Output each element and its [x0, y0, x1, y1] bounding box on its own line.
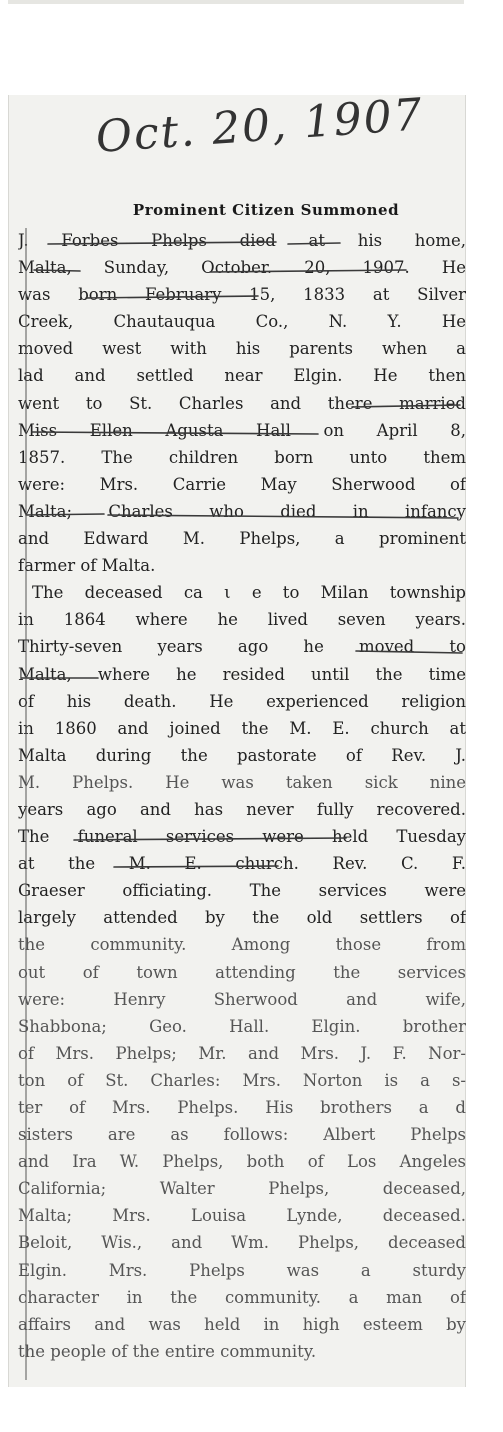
article-line: 1857. The children born unto them — [18, 447, 466, 467]
article-line: and Ira W. Phelps, both of Los Angeles — [18, 1152, 466, 1172]
article-line: farmer of Malta. — [18, 556, 156, 576]
headline: Prominent Citizen Summoned — [132, 201, 400, 219]
article-line: moved west with his parents when a — [18, 339, 466, 359]
article-line: out of town attending the services — [18, 962, 466, 982]
article-line: The deceased ca ι e to Milan township — [32, 583, 466, 603]
article-line: Graeser officiating. The services were — [18, 881, 466, 901]
article-line: California; Walter Phelps, deceased, — [18, 1179, 466, 1199]
article-line: in 1860 and joined the M. E. church at — [18, 718, 466, 738]
article-line: Shabbona; Geo. Hall. Elgin. brother — [18, 1016, 466, 1036]
article-line: Malta during the pastorate of Rev. J. — [18, 745, 466, 765]
article-line: the people of the entire community. — [18, 1341, 317, 1361]
article-line: in 1864 where he lived seven years. — [18, 610, 466, 630]
article-line: largely attended by the old settlers of — [18, 908, 466, 928]
article-line: J. Forbes Phelps died at his home, — [18, 231, 466, 250]
article-line: at the M. E. church. Rev. C. F. — [18, 854, 466, 874]
article-line: of Mrs. Phelps; Mr. and Mrs. J. F. Nor- — [18, 1043, 466, 1063]
article-line: Malta, Sunday, October. 20, 1907. He — [18, 258, 466, 278]
article-line: were: Henry Sherwood and wife, — [18, 989, 466, 1009]
article-line: Malta, where he resided until the time — [18, 664, 466, 684]
article-line: went to St. Charles and there married — [18, 393, 466, 413]
article-line: Elgin. Mrs. Phelps was a sturdy — [18, 1260, 466, 1280]
article-line: lad and settled near Elgin. He then — [18, 366, 466, 386]
article-line: The funeral services were held Tuesday — [18, 827, 466, 847]
article-line: sisters are as follows: Albert Phelps — [18, 1125, 466, 1145]
article-line: Malta; Charles who died in infancy — [18, 501, 466, 521]
article-line: M. Phelps. He was taken sick nine — [18, 772, 466, 792]
clipping-top-edge — [8, 0, 464, 4]
article-line: ter of Mrs. Phelps. His brothers a d — [18, 1098, 466, 1117]
article-line: Miss Ellen Agusta Hall on April 8, — [18, 420, 466, 440]
article-line: Malta; Mrs. Louisa Lynde, deceased. — [18, 1206, 466, 1226]
article-line: Creek, Chautauqua Co., N. Y. He — [18, 312, 466, 332]
article-line: and Edward M. Phelps, a prominent — [18, 529, 466, 549]
article-line: affairs and was held in high esteem by — [18, 1314, 466, 1334]
article-line: the community. Among those from — [18, 935, 466, 955]
handwritten-date: Oct. 20, 1907 — [94, 89, 426, 163]
article-line: of his death. He experienced religion — [18, 691, 466, 711]
article-line: Beloit, Wis., and Wm. Phelps, deceased — [18, 1233, 466, 1253]
article-line: was born February 15, 1833 at Silver — [18, 285, 466, 305]
article-line: years ago and has never fully recovered. — [18, 799, 466, 819]
obituary-article — [18, 227, 466, 1365]
article-line: Thirty-seven years ago he moved to — [18, 637, 466, 657]
article-line: character in the community. a man of — [18, 1287, 466, 1307]
article-line: were: Mrs. Carrie May Sherwood of — [18, 474, 466, 494]
article-line: ton of St. Charles: Mrs. Norton is a s- — [18, 1070, 466, 1090]
